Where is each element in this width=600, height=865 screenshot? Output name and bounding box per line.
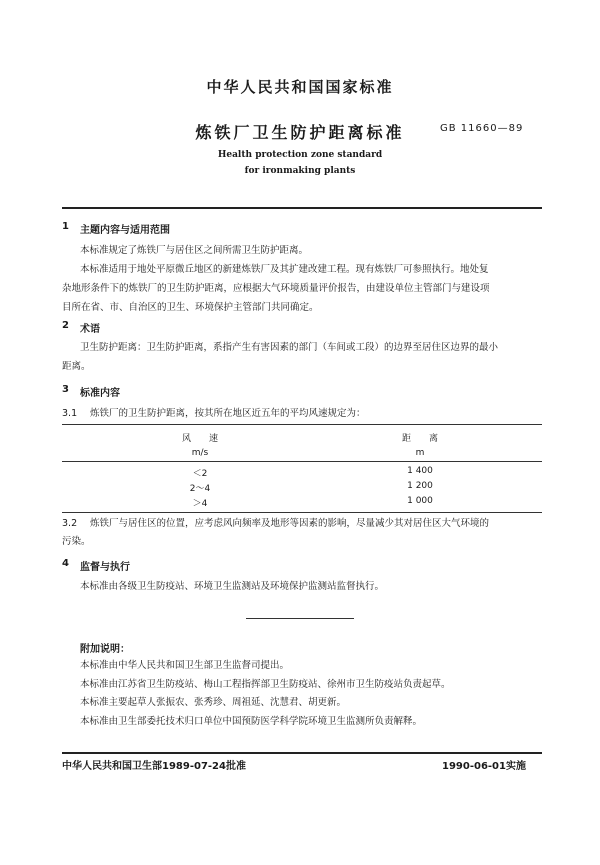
- table-header-rule: [62, 461, 542, 462]
- notes-line: 本标准由江苏省卫生防疫站、梅山工程指挥部卫生防疫站、徐州市卫生防疫站负责起草。: [80, 679, 451, 690]
- section4-heading: 监督与执行: [80, 562, 130, 573]
- item32-number: 3.2: [62, 518, 78, 529]
- section3-number: 3: [62, 384, 69, 395]
- table-row-distance: 1 400: [407, 466, 433, 476]
- national-standard-label: 中华人民共和国国家标准: [206, 78, 394, 96]
- table-row-speed: ＞4: [192, 499, 208, 509]
- english-title-line1: Health protection zone standard: [217, 150, 383, 160]
- approval-date: 中华人民共和国卫生部1989-07-24批准: [62, 761, 246, 772]
- section1-para1: 本标准规定了炼铁厂与居住区之间所需卫生防护距离。: [80, 245, 309, 256]
- table-row-distance: 1 000: [407, 496, 433, 506]
- notes-line: 本标准由卫生部委托技术归口单位中国预防医学科学院环境卫生监测所负责解释。: [80, 716, 423, 727]
- table-header-wind-speed: 风 速: [181, 434, 218, 444]
- section1-number: 1: [62, 221, 69, 232]
- notes-line: 本标准由中华人民共和国卫生部卫生监督司提出。: [80, 660, 290, 671]
- table-top-rule: [62, 424, 542, 425]
- table-row-speed: ＜2: [192, 469, 208, 479]
- bottom-rule: [62, 752, 542, 754]
- item31-text: 炼铁厂的卫生防护距离，按其所在地区近五年的平均风速规定为：: [90, 408, 366, 419]
- standard-code: GB 11660—89: [440, 123, 524, 134]
- top-rule: [62, 207, 542, 209]
- table-unit-wind-speed: m/s: [191, 448, 209, 458]
- section1-para2-line2: 杂地形条件下的炼铁厂的卫生防护距离，应根据大气环境质量评价报告，由建设单位主管部门与建设项: [62, 283, 490, 294]
- english-title-line2: for ironmaking plants: [244, 166, 356, 176]
- implementation-date: 1990-06-01实施: [442, 761, 526, 772]
- notes-heading: 附加说明：: [80, 644, 130, 655]
- section2-heading: 术语: [80, 324, 100, 335]
- document-title: 炼铁厂卫生防护距离标准: [195, 123, 405, 142]
- item32-line1: 炼铁厂与居住区的位置，应考虑风向频率及地形等因素的影响，尽量减少其对居住区大气环境的: [90, 518, 490, 529]
- item31-number: 3.1: [62, 408, 78, 419]
- section3-heading: 标准内容: [80, 388, 120, 399]
- notes-line: 本标准主要起草人张振农、张秀珍、周祖延、沈慧君、胡更新。: [80, 697, 347, 708]
- section2-para-line1: 卫生防护距离：卫生防护距离，系指产生有害因素的部门（车间或工段）的边界至居住区边界的最小: [80, 342, 499, 353]
- item32-line2: 污染。: [62, 536, 91, 547]
- table-header-distance: 距 离: [401, 434, 438, 444]
- table-unit-distance: m: [415, 448, 425, 458]
- section1-heading: 主题内容与适用范围: [80, 225, 170, 236]
- section-divider: [246, 618, 354, 619]
- table-row-speed: 2～4: [189, 484, 211, 494]
- section2-para-line2: 距离。: [62, 361, 91, 372]
- table-row-distance: 1 200: [407, 481, 433, 491]
- section1-para2-line3: 目所在省、市、自治区的卫生、环境保护主管部门共同确定。: [62, 302, 319, 313]
- section1-para2-line1: 本标准适用于地处平原微丘地区的新建炼铁厂及其扩建改建工程。现有炼铁厂可参照执行。地处复: [80, 264, 489, 275]
- table-bottom-rule: [62, 512, 542, 513]
- section4-number: 4: [62, 558, 69, 569]
- section4-para: 本标准由各级卫生防疫站、环境卫生监测站及环境保护监测站监督执行。: [80, 581, 385, 592]
- section2-number: 2: [62, 320, 69, 331]
